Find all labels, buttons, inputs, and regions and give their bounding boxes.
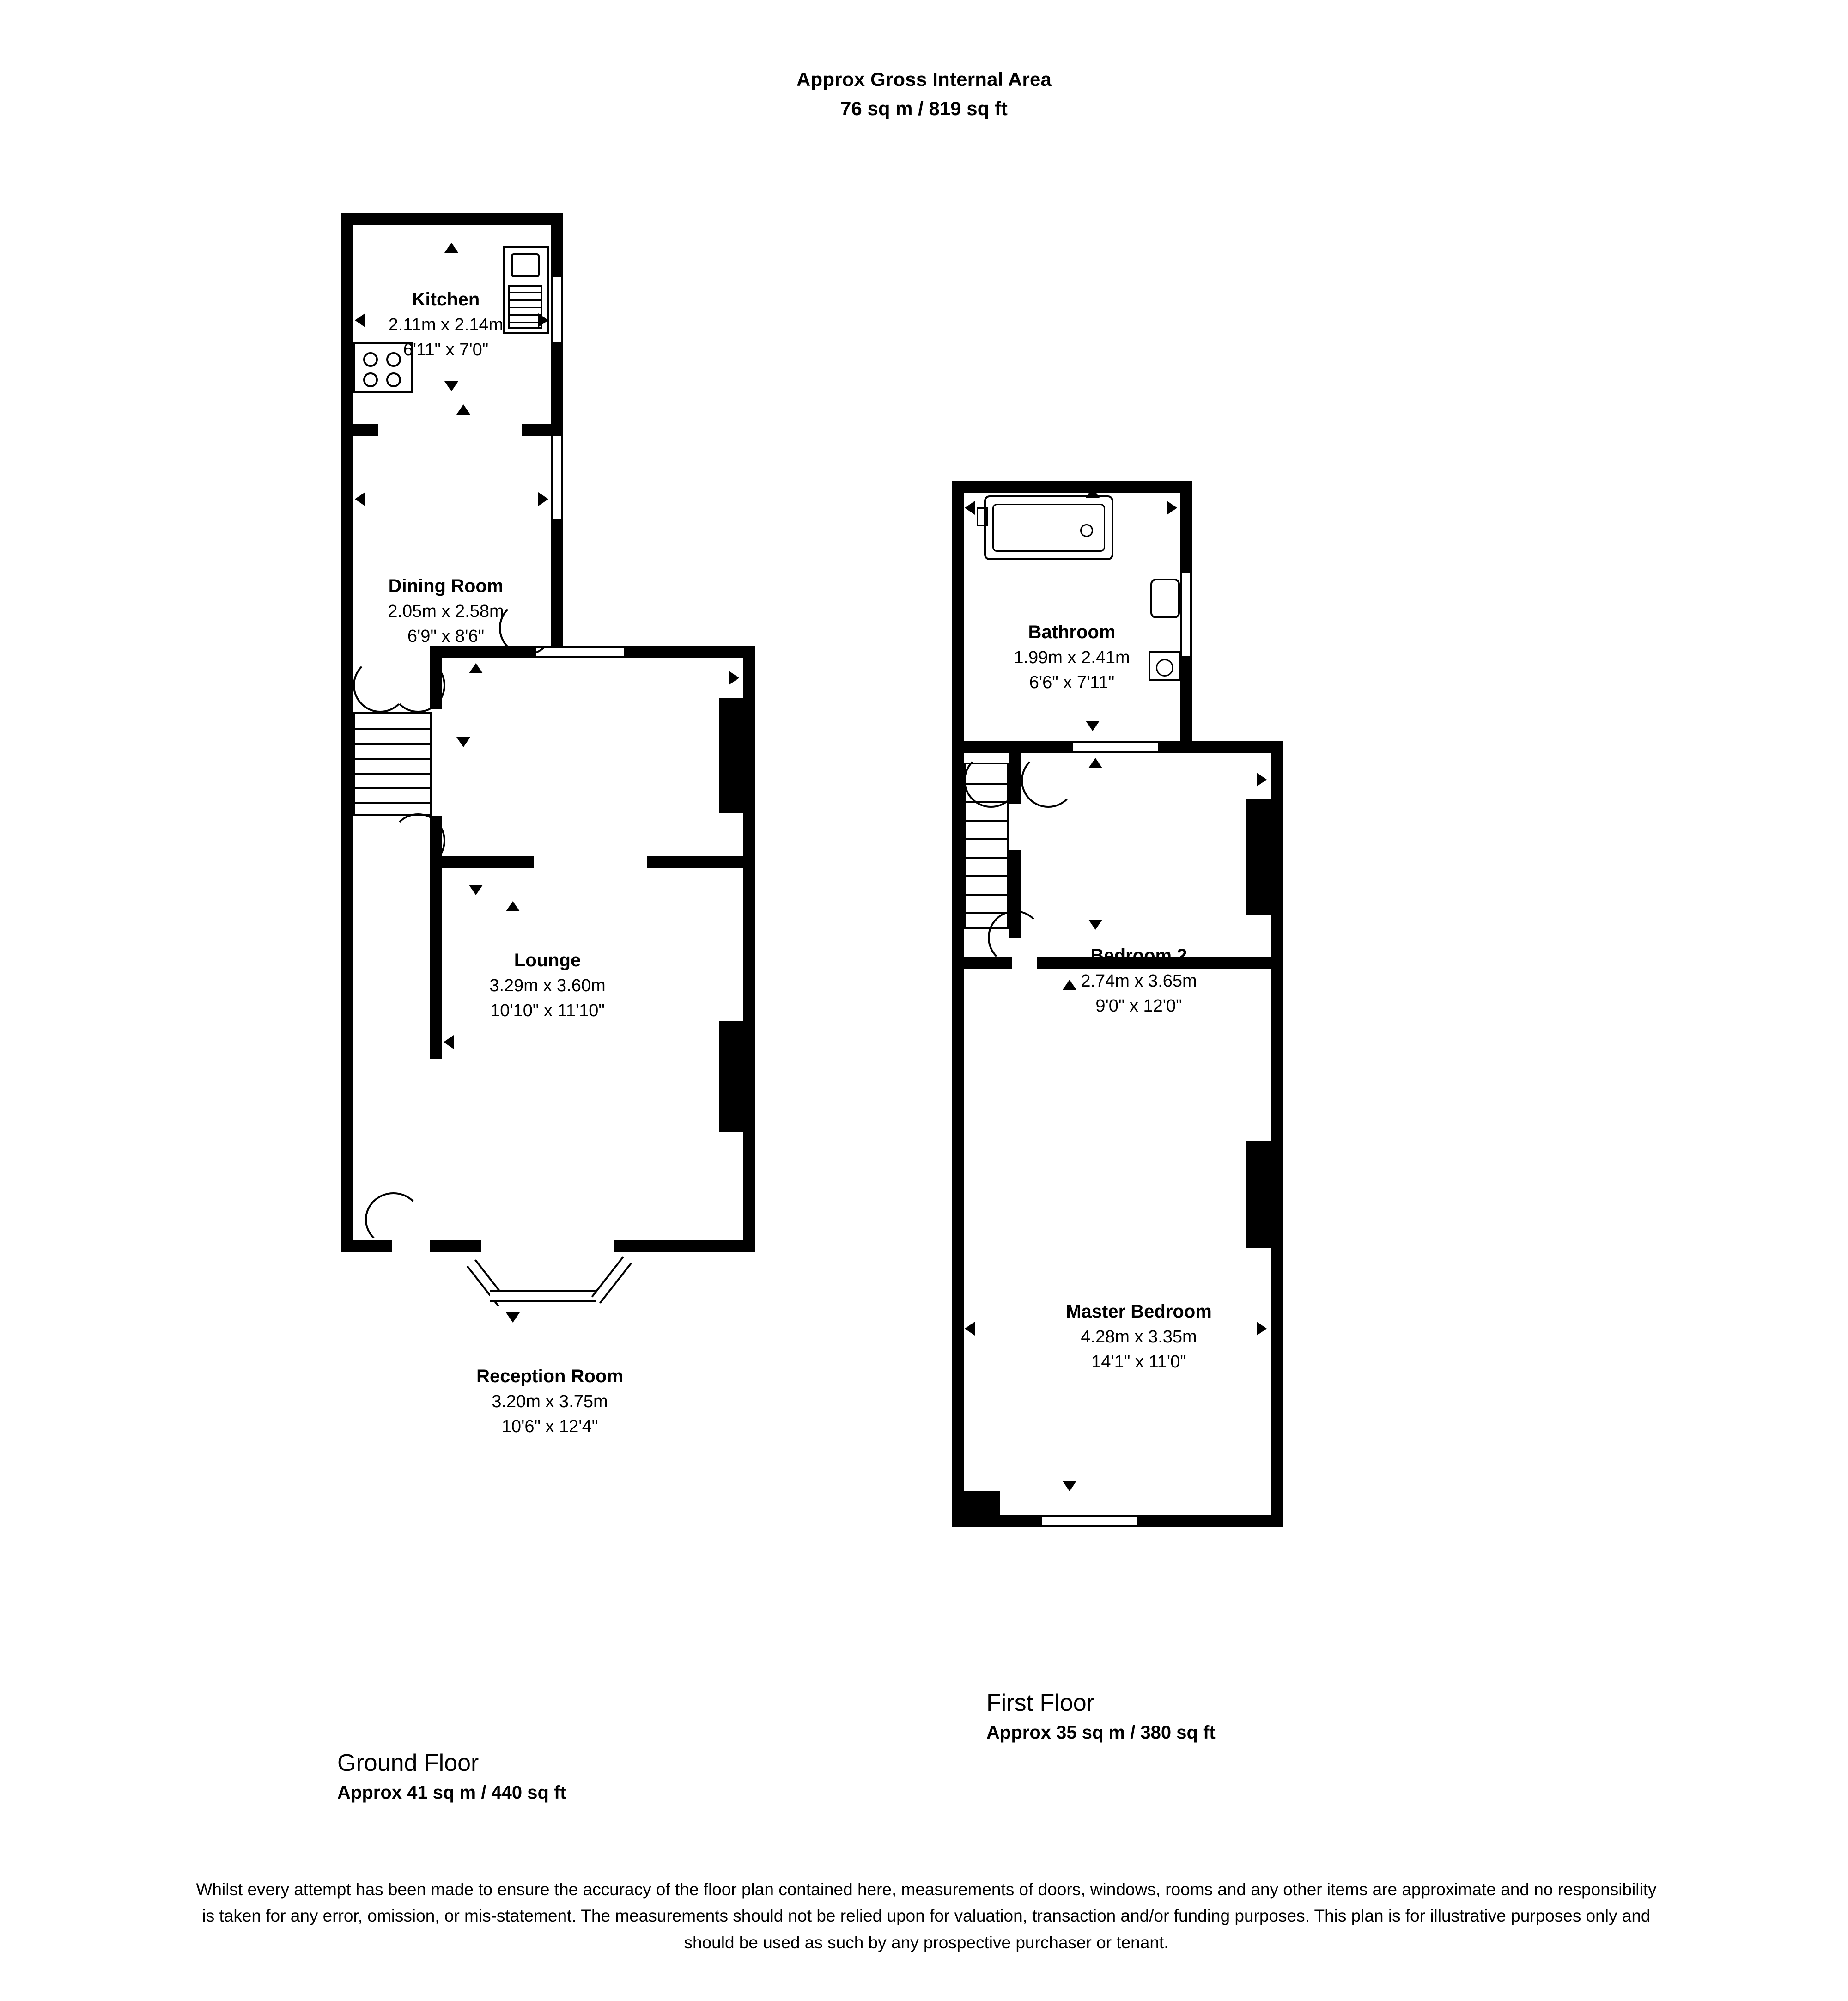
- wall-bedroom2-top-right: [1158, 741, 1283, 753]
- window-bay-right: [591, 1256, 632, 1304]
- first-floor-area: Approx 35 sq m / 380 sq ft: [986, 1722, 1216, 1743]
- chimney-breast-bedroom2: [1246, 799, 1283, 915]
- ground-floor-title: Ground Floor: [337, 1750, 479, 1776]
- door-landing-to-bedroom2: [1021, 753, 1076, 808]
- ground-floor-caption: [337, 1747, 566, 1806]
- dim-arrow-kitchen-left: [355, 313, 365, 327]
- room-label-reception-room: [453, 1363, 647, 1440]
- dim-arrow-reception-up: [506, 901, 520, 911]
- room-dim-imperial: 10'6" x 12'4": [501, 1416, 598, 1436]
- wall-kitchen-divider-right: [522, 424, 563, 436]
- window-bathroom-right: [1180, 573, 1192, 656]
- door-landing-to-bathroom: [964, 753, 1018, 808]
- ground-floor-plan: [296, 194, 873, 1673]
- door-hall-front: [365, 1192, 422, 1247]
- wall-reception-left: [430, 856, 442, 1059]
- dim-arrow-dining-right: [538, 492, 548, 506]
- header-title: Approx Gross Internal Area: [796, 68, 1052, 90]
- room-dim-metric: 4.28m x 3.35m: [1081, 1327, 1197, 1347]
- dim-arrow-reception-right: [729, 1035, 739, 1049]
- wall-kitchen-divider-left: [341, 424, 378, 436]
- wall-bathroom-right-top: [1180, 481, 1192, 573]
- window-dining-right: [551, 436, 563, 519]
- room-name: Lounge: [514, 950, 581, 970]
- room-label-master-bedroom: [1028, 1299, 1250, 1375]
- first-floor-plan: [952, 481, 1529, 1650]
- dim-arrow-dining-down: [456, 737, 470, 747]
- bath-tap-icon: [977, 507, 988, 526]
- staircase-ground: [353, 712, 432, 816]
- wall-kitchen-right-bottom: [551, 342, 563, 434]
- room-name: Kitchen: [412, 289, 480, 310]
- chimney-breast-lounge: [719, 698, 755, 813]
- wall-bathroom-right-bottom: [1180, 656, 1192, 753]
- dim-arrow-kitchen-down: [444, 381, 458, 391]
- room-dim-imperial: 6'11" x 7'0": [403, 340, 489, 360]
- disclaimer-text: Whilst every attempt has been made to ensure the accuracy of the floor plan contained here, measurements of doors, windows, rooms and any other items are approximate and no responsibility is taken for any error, omission, or mis-statement. The measurements should not be relied upon for valuation, transaction and/or funding purposes. This plan is for illustrative purposes only and should be used as such by any prospective purchaser or tenant.: [196, 1880, 1657, 1952]
- dim-arrow-bedroom2-up: [1088, 758, 1102, 768]
- wall-master-bottom-step: [958, 1491, 1000, 1527]
- wall-reception-bottom-midright: [614, 1240, 755, 1252]
- door-lounge-to-reception: [391, 813, 445, 868]
- dim-arrow-dining-left: [355, 492, 365, 506]
- room-dim-metric: 2.74m x 3.65m: [1081, 971, 1197, 991]
- window-lounge-top: [536, 646, 624, 658]
- dim-arrow-kitchen-right: [538, 313, 548, 327]
- room-name: Bathroom: [1028, 622, 1116, 642]
- room-name: Master Bedroom: [1066, 1301, 1212, 1322]
- first-floor-caption: [986, 1687, 1216, 1746]
- room-name: Bedroom 2: [1090, 946, 1187, 966]
- dim-arrow-reception-down: [506, 1312, 520, 1323]
- wall-lounge-bottom-right: [647, 856, 755, 868]
- dim-arrow-master-down: [1063, 1481, 1076, 1491]
- basin-icon: [1150, 579, 1180, 618]
- window-bedroom2-top: [1073, 741, 1158, 753]
- wall-reception-bottom-midleft: [430, 1240, 481, 1252]
- dim-arrow-lounge-down: [469, 885, 483, 895]
- window-master-bottom: [1042, 1515, 1137, 1527]
- dim-arrow-bedroom2-right: [1257, 773, 1267, 787]
- dim-arrow-kitchen-up: [444, 243, 458, 253]
- wall-right-exterior-lounge-lower: [743, 808, 755, 988]
- wall-master-bottom-midleft: [996, 1515, 1042, 1527]
- door-landing-to-master: [988, 910, 1042, 965]
- room-dim-imperial: 6'6" x 7'11": [1029, 672, 1115, 692]
- dim-arrow-lounge-right: [729, 671, 739, 685]
- room-dim-metric: 2.11m x 2.14m: [388, 315, 504, 335]
- wall-bathroom-top: [952, 481, 1192, 493]
- room-label-kitchen: [370, 287, 522, 363]
- wall-first-right-exterior-mid: [1271, 910, 1283, 1091]
- dim-arrow-master-right: [1257, 1322, 1267, 1336]
- dim-arrow-master-left: [965, 1322, 975, 1336]
- room-dim-metric: 2.05m x 2.58m: [388, 601, 504, 621]
- ground-floor-area: Approx 41 sq m / 440 sq ft: [337, 1782, 566, 1803]
- room-label-bathroom: [984, 619, 1160, 695]
- room-label-lounge: [455, 947, 640, 1024]
- dim-arrow-bathroom-right: [1167, 501, 1177, 515]
- wall-lounge-bottom-left: [430, 856, 534, 868]
- room-dim-metric: 1.99m x 2.41m: [1014, 647, 1130, 667]
- chimney-breast-master: [1246, 1141, 1283, 1248]
- room-label-dining-room: [370, 573, 522, 649]
- dim-arrow-bathroom-left: [965, 501, 975, 515]
- door-dining-to-hall: [391, 658, 445, 713]
- wall-kitchen-top: [341, 213, 563, 225]
- room-dim-metric: 3.20m x 3.75m: [492, 1391, 608, 1411]
- room-dim-imperial: 10'10" x 11'10": [490, 1000, 605, 1020]
- room-dim-imperial: 6'9" x 8'6": [407, 626, 485, 646]
- wall-left-exterior-lower: [341, 702, 353, 1252]
- wall-master-bottom-right: [1137, 1515, 1283, 1527]
- room-name: Dining Room: [388, 576, 504, 596]
- wall-kitchen-right-top: [551, 213, 563, 277]
- floorplan-header: [0, 65, 1848, 123]
- first-floor-title: First Floor: [986, 1690, 1094, 1716]
- room-dim-imperial: 14'1" x 11'0": [1091, 1352, 1186, 1372]
- window-kitchen-right: [551, 277, 563, 342]
- room-dim-imperial: 9'0" x 12'0": [1095, 996, 1182, 1016]
- dim-arrow-lounge-up: [469, 663, 483, 673]
- dim-arrow-bathroom-up: [1086, 488, 1100, 498]
- dim-arrow-bathroom-down: [1086, 721, 1100, 731]
- wall-bedroom2-top-left: [985, 741, 1073, 753]
- room-label-bedroom-2: [1051, 943, 1227, 1019]
- room-name: Reception Room: [476, 1366, 623, 1386]
- wall-lounge-top-right: [624, 646, 755, 658]
- wall-bathroom-left: [952, 481, 964, 758]
- room-dim-metric: 3.29m x 3.60m: [489, 976, 606, 995]
- dim-arrow-reception-left: [444, 1035, 454, 1049]
- header-area: 76 sq m / 819 sq ft: [840, 98, 1008, 119]
- bathtub-icon: [984, 495, 1113, 560]
- dim-arrow-bedroom2-down: [1088, 920, 1102, 930]
- wall-dining-right: [551, 519, 563, 658]
- dim-arrow-dining-up: [456, 404, 470, 415]
- window-bay-front: [490, 1290, 596, 1302]
- wall-first-left-exterior: [952, 741, 964, 1527]
